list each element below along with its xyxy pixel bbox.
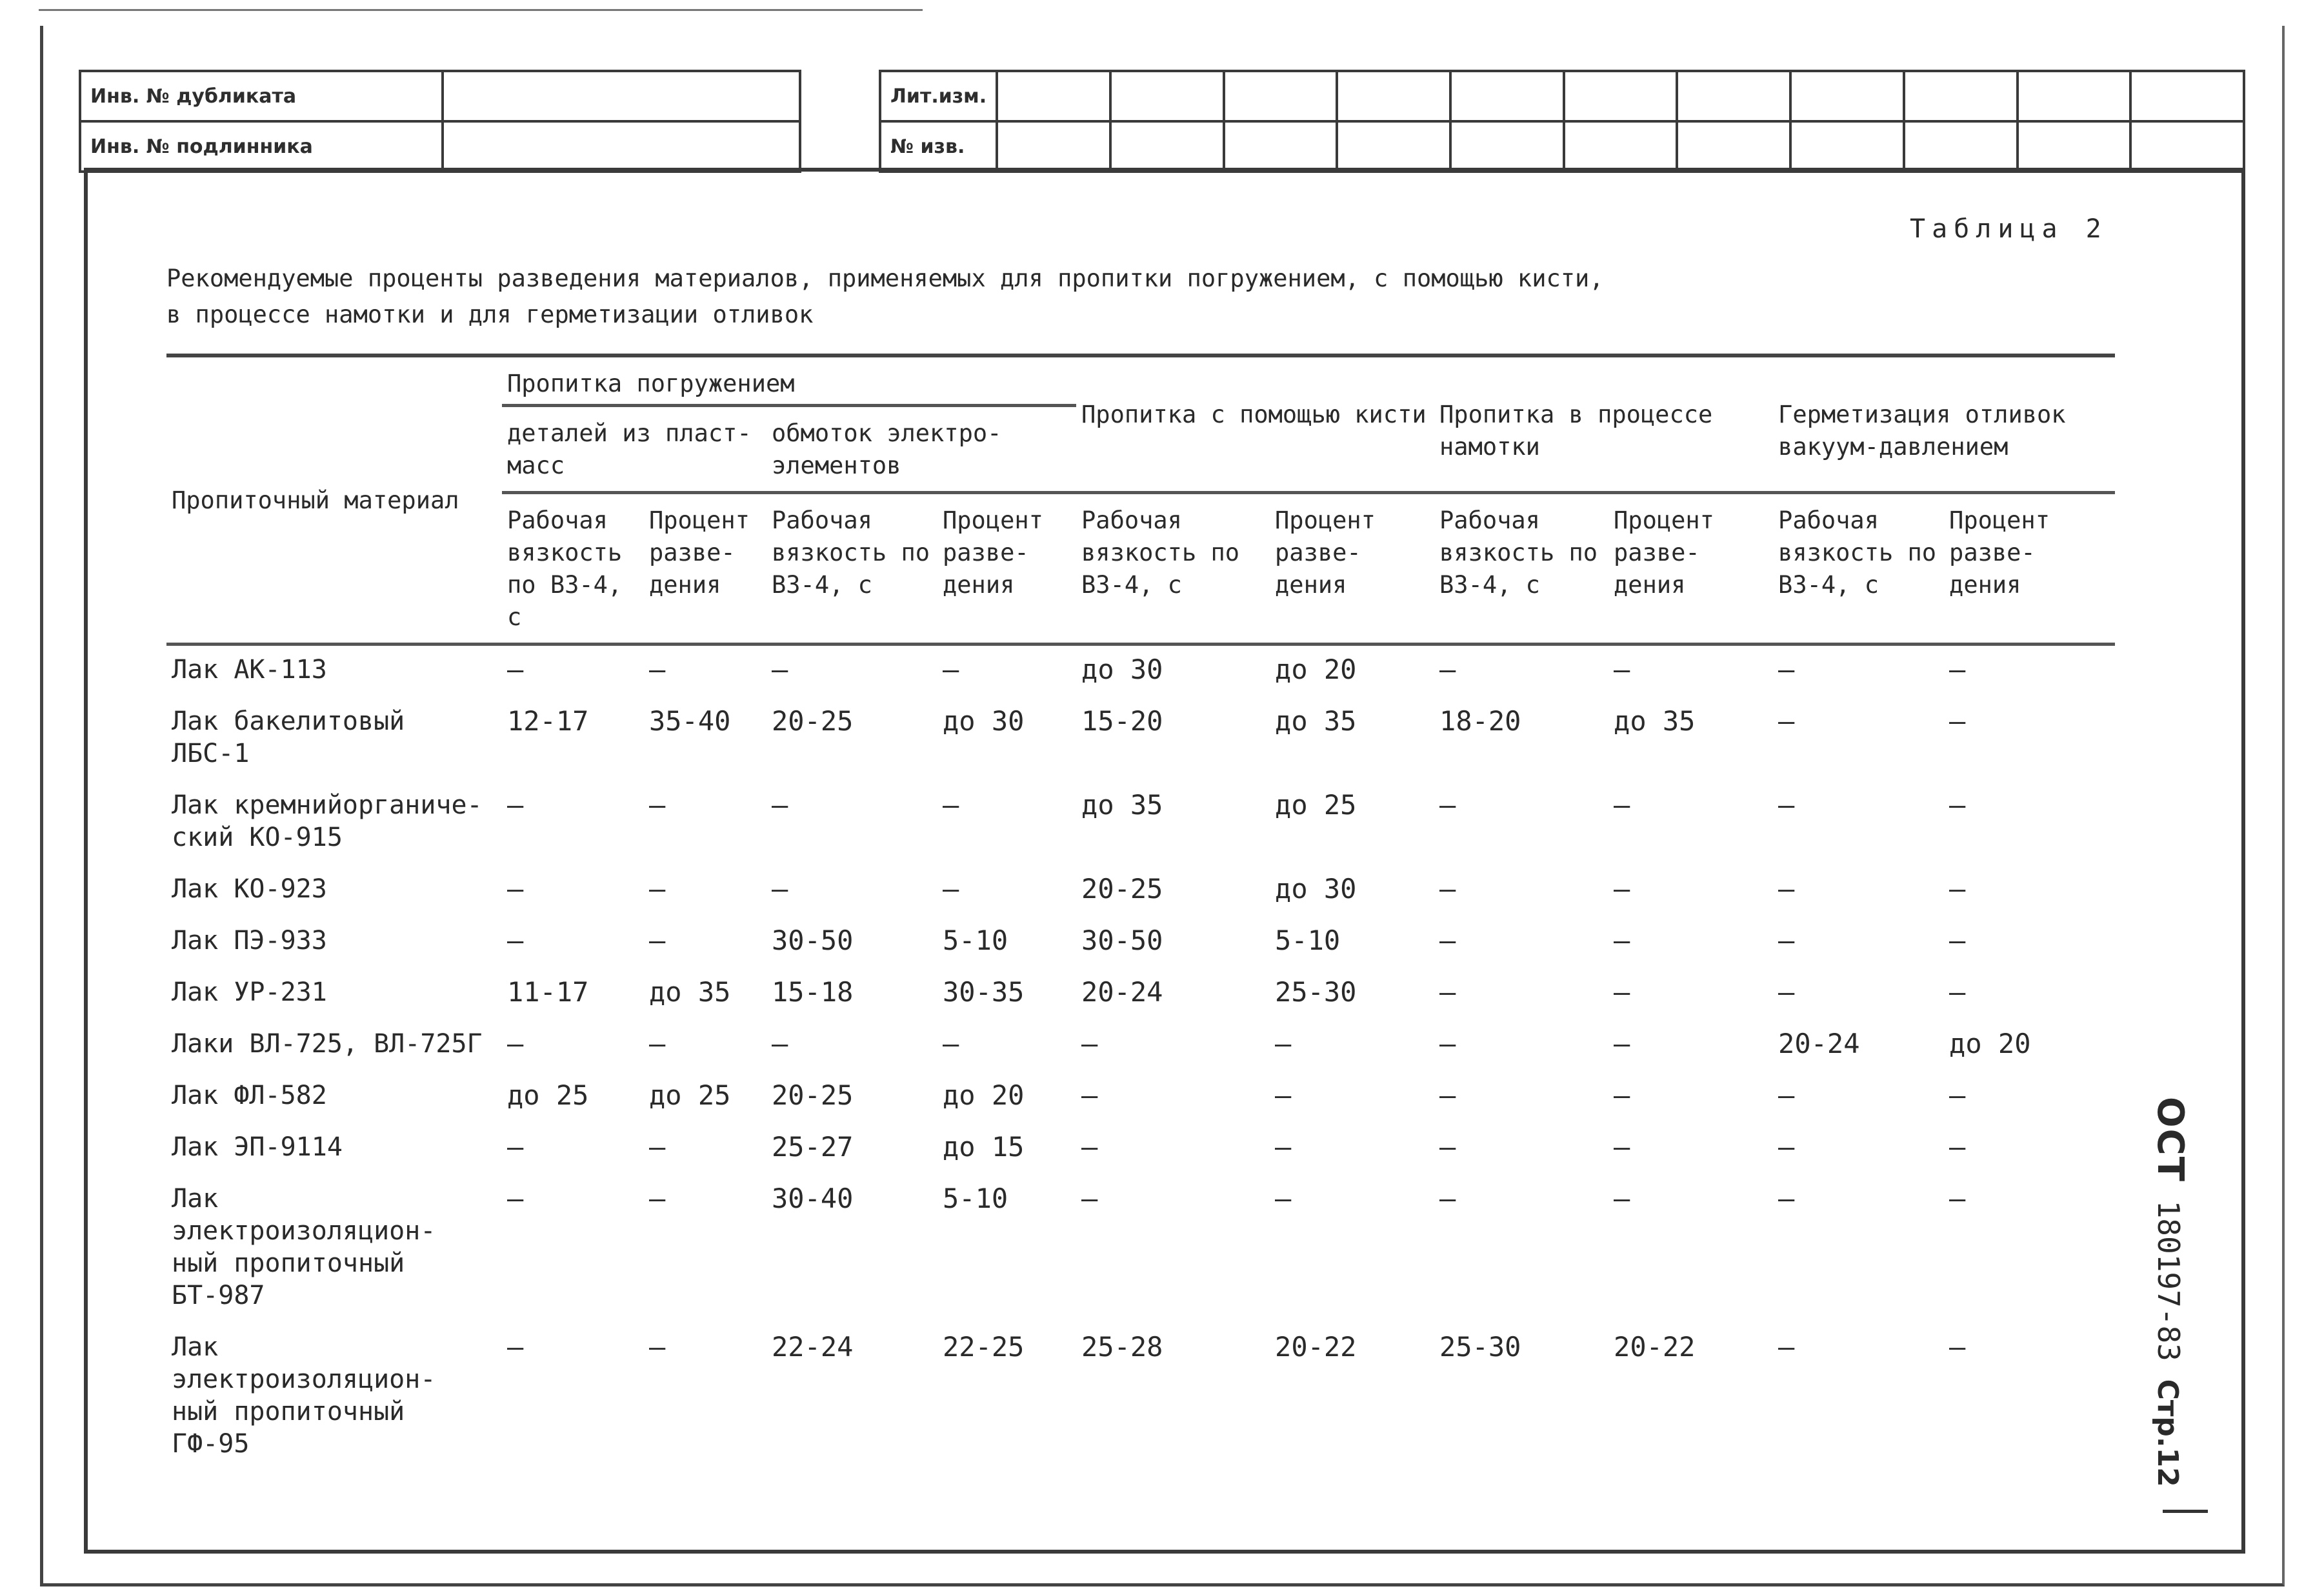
header-viscosity: Рабочая вязкость по ВЗ-4, с: [502, 493, 644, 645]
stamp-value-duplicate: [443, 71, 800, 121]
value-cell: –: [1439, 789, 1456, 821]
value-cell: –: [1081, 1028, 1098, 1059]
stamp-value-original: [443, 121, 800, 172]
value-cell: –: [1778, 654, 1795, 685]
header-material: Пропиточный материал: [166, 355, 502, 645]
value-cell: –: [1439, 925, 1456, 956]
value-cell: –: [1778, 705, 1795, 737]
table-row: [166, 697, 2115, 781]
material-cell: Лак электроизоляцион- ный пропиточный БТ-987: [172, 1184, 436, 1310]
value-cell: 22-25: [943, 1331, 1025, 1363]
value-cell: 20-25: [772, 1079, 854, 1111]
value-cell: –: [1275, 1079, 1292, 1111]
table-row: [166, 917, 2115, 968]
value-cell: –: [649, 789, 666, 821]
value-cell: 20-22: [1614, 1331, 1696, 1363]
value-cell: –: [1778, 789, 1795, 821]
table-row: [166, 645, 2115, 698]
stamp-cell: [1790, 121, 1904, 172]
value-cell: –: [1439, 1079, 1456, 1111]
value-cell: –: [943, 789, 959, 821]
dilution-table: [166, 354, 2115, 1472]
value-cell: –: [649, 654, 666, 685]
stamp-cell: [1677, 71, 1790, 121]
header-row-groups: [166, 355, 2115, 406]
header-group-dip: Пропитка погружением: [502, 355, 1076, 406]
material-cell: Лак кремнийорганиче- ский КО-915: [172, 790, 483, 852]
stamp-cell: [1224, 121, 1337, 172]
stamp-row-lit: [880, 71, 2244, 121]
material-cell: Лаки ВЛ-725, ВЛ-725Г: [172, 1029, 483, 1059]
value-cell: –: [1778, 925, 1795, 956]
value-cell: 30-50: [772, 925, 854, 956]
value-cell: –: [507, 654, 524, 685]
table-body: [166, 645, 2115, 1472]
stamp-row-duplicate: [80, 71, 800, 121]
header-percent: Процент разве- дения: [644, 493, 766, 645]
value-cell: 25-30: [1439, 1331, 1521, 1363]
value-cell: до 25: [1275, 789, 1357, 821]
stamp-cell: [1110, 121, 1224, 172]
table-number: Таблица 2: [1910, 214, 2108, 244]
header-percent: Процент разве- дения: [1270, 493, 1434, 645]
stamp-cell: [2130, 121, 2244, 172]
stamp-cell: [1904, 121, 2018, 172]
value-cell: до 35: [1275, 705, 1357, 737]
value-cell: –: [1614, 1079, 1630, 1111]
value-cell: 18-20: [1439, 705, 1521, 737]
value-cell: –: [772, 654, 788, 685]
value-cell: –: [772, 789, 788, 821]
value-cell: –: [1949, 976, 1966, 1008]
value-cell: 35-40: [649, 705, 731, 737]
side-stamp: [2149, 1097, 2191, 1487]
value-cell: 20-25: [1081, 873, 1163, 905]
stamp-cell: [1904, 71, 2018, 121]
value-cell: –: [1778, 1183, 1795, 1214]
value-cell: 20-24: [1081, 976, 1163, 1008]
header-sub-windings: обмоток электро- элементов: [766, 406, 1076, 493]
value-cell: –: [1949, 925, 1966, 956]
value-cell: –: [1439, 1028, 1456, 1059]
header-group-brush: Пропитка с помощью кисти: [1076, 355, 1434, 493]
table-row: [166, 1020, 2115, 1072]
value-cell: –: [1614, 1131, 1630, 1163]
value-cell: до 30: [943, 705, 1025, 737]
stamp-row-original: [80, 121, 800, 172]
value-cell: 5-10: [943, 1183, 1008, 1214]
value-cell: до 25: [507, 1079, 589, 1111]
inventory-stamp: [79, 70, 801, 173]
value-cell: –: [507, 1183, 524, 1214]
stamp-cell: [1564, 71, 1678, 121]
table-row: [166, 865, 2115, 917]
value-cell: –: [1614, 1028, 1630, 1059]
value-cell: –: [772, 873, 788, 905]
value-cell: –: [649, 1331, 666, 1363]
material-cell: Лак АК-113: [172, 655, 327, 685]
stamp-cell: [2018, 121, 2131, 172]
stamp-label-original: Инв. № подлинника: [80, 121, 443, 172]
header-group-seal: Герметизация отливок вакуум-давлением: [1773, 355, 2115, 493]
value-cell: –: [507, 789, 524, 821]
value-cell: –: [1778, 1331, 1795, 1363]
material-cell: Лак КО-923: [172, 874, 327, 904]
value-cell: –: [1949, 1079, 1966, 1111]
stamp-cell: [1564, 121, 1678, 172]
stamp-cell: [1677, 121, 1790, 172]
table-row: [166, 1123, 2115, 1175]
value-cell: –: [943, 873, 959, 905]
value-cell: 25-27: [772, 1131, 854, 1163]
value-cell: –: [507, 1028, 524, 1059]
value-cell: –: [1949, 654, 1966, 685]
material-cell: Лак УР-231: [172, 977, 327, 1007]
value-cell: –: [1614, 654, 1630, 685]
value-cell: –: [1275, 1028, 1292, 1059]
caption-line: Рекомендуемые проценты разведения материалов, применяемых для пропитки погружением, с помощью кисти,: [166, 265, 1604, 292]
value-cell: –: [1614, 925, 1630, 956]
value-cell: –: [1614, 1183, 1630, 1214]
value-cell: до 15: [943, 1131, 1025, 1163]
value-cell: –: [1949, 873, 1966, 905]
top-edge-line: [39, 9, 923, 11]
stamp-cell: [1224, 71, 1337, 121]
value-cell: –: [1439, 873, 1456, 905]
value-cell: –: [1778, 976, 1795, 1008]
table-caption: [166, 261, 2038, 333]
value-cell: –: [1949, 1331, 1966, 1363]
value-cell: 20-25: [772, 705, 854, 737]
value-cell: до 35: [649, 976, 731, 1008]
value-cell: –: [649, 1183, 666, 1214]
table-row: [166, 781, 2115, 865]
value-cell: –: [1081, 1131, 1098, 1163]
value-cell: –: [1614, 976, 1630, 1008]
value-cell: –: [1949, 1183, 1966, 1214]
table-row: [166, 1072, 2115, 1123]
value-cell: –: [1439, 976, 1456, 1008]
value-cell: 15-18: [772, 976, 854, 1008]
value-cell: до 30: [1275, 873, 1357, 905]
value-cell: –: [943, 1028, 959, 1059]
value-cell: –: [507, 873, 524, 905]
material-cell: Лак бакелитовый ЛБС-1: [172, 706, 405, 768]
table-row: [166, 1175, 2115, 1323]
header-viscosity: Рабочая вязкость по ВЗ-4, с: [1773, 493, 1944, 645]
value-cell: 30-35: [943, 976, 1025, 1008]
value-cell: –: [1778, 1079, 1795, 1111]
value-cell: –: [649, 1028, 666, 1059]
stamp-cell: [1450, 121, 1564, 172]
value-cell: –: [1081, 1079, 1098, 1111]
value-cell: до 30: [1081, 654, 1163, 685]
value-cell: до 20: [1949, 1028, 2031, 1059]
stamp-cell: [1337, 121, 1450, 172]
header-group-winding: Пропитка в процессе намотки: [1434, 355, 1773, 493]
header-viscosity: Рабочая вязкость по ВЗ-4, с: [1434, 493, 1608, 645]
header-viscosity: Рабочая вязкость по ВЗ-4, с: [766, 493, 937, 645]
value-cell: 20-24: [1778, 1028, 1860, 1059]
value-cell: –: [649, 873, 666, 905]
value-cell: 12-17: [507, 705, 589, 737]
value-cell: 25-28: [1081, 1331, 1163, 1363]
stamp-cell: [1337, 71, 1450, 121]
value-cell: –: [1949, 1131, 1966, 1163]
value-cell: –: [1275, 1131, 1292, 1163]
header-percent: Процент разве- дения: [937, 493, 1076, 645]
value-cell: –: [1439, 654, 1456, 685]
value-cell: –: [1275, 1183, 1292, 1214]
table-row: [166, 1323, 2115, 1472]
value-cell: –: [1778, 1131, 1795, 1163]
stamp-label-lit: Лит.изм.: [880, 71, 997, 121]
value-cell: –: [1439, 1183, 1456, 1214]
value-cell: –: [1949, 789, 1966, 821]
page-number: Стр.12: [2151, 1379, 2184, 1487]
value-cell: –: [649, 925, 666, 956]
value-cell: –: [772, 1028, 788, 1059]
stamp-cell: [1790, 71, 1904, 121]
stamp-cell: [997, 71, 1110, 121]
value-cell: 22-24: [772, 1331, 854, 1363]
value-cell: –: [507, 1331, 524, 1363]
revision-stamp: [879, 70, 2245, 173]
header-percent: Процент разве- дения: [1608, 493, 1773, 645]
stamp-cell: [2130, 71, 2244, 121]
value-cell: 20-22: [1275, 1331, 1357, 1363]
value-cell: до 25: [649, 1079, 731, 1111]
value-cell: 5-10: [1275, 925, 1341, 956]
standard-number: 180197-83: [2151, 1200, 2186, 1361]
value-cell: до 20: [1275, 654, 1357, 685]
value-cell: –: [507, 925, 524, 956]
stamp-cell: [997, 121, 1110, 172]
table-row: [166, 968, 2115, 1020]
stamp-cell: [1110, 71, 1224, 121]
value-cell: –: [1949, 705, 1966, 737]
value-cell: 30-40: [772, 1183, 854, 1214]
stamp-label-duplicate: Инв. № дубликата: [80, 71, 443, 121]
stamp-row-notice: [880, 121, 2244, 172]
material-cell: Лак ФЛ-582: [172, 1081, 327, 1110]
value-cell: –: [1778, 873, 1795, 905]
header-percent: Процент разве- дения: [1944, 493, 2115, 645]
value-cell: –: [1614, 873, 1630, 905]
value-cell: 30-50: [1081, 925, 1163, 956]
material-cell: Лак ПЭ-933: [172, 926, 327, 956]
stamp-cell: [2018, 71, 2131, 121]
caption-line: в процессе намотки и для герметизации отливок: [166, 301, 814, 328]
value-cell: до 35: [1614, 705, 1696, 737]
value-cell: –: [1614, 789, 1630, 821]
header-viscosity: Рабочая вязкость по ВЗ-4, с: [1076, 493, 1270, 645]
value-cell: 25-30: [1275, 976, 1357, 1008]
stamp-cell: [1450, 71, 1564, 121]
value-cell: до 20: [943, 1079, 1025, 1111]
stamp-label-notice: № изв.: [880, 121, 997, 172]
material-cell: Лак ЭП-9114: [172, 1132, 343, 1162]
value-cell: –: [1439, 1131, 1456, 1163]
value-cell: –: [507, 1131, 524, 1163]
value-cell: –: [649, 1131, 666, 1163]
material-cell: Лак электроизоляцион- ный пропиточный ГФ-95: [172, 1332, 436, 1459]
header-sub-plastic: деталей из пласт- масс: [502, 406, 766, 493]
value-cell: до 35: [1081, 789, 1163, 821]
standard-code: ОСТ: [2149, 1097, 2191, 1183]
value-cell: –: [1081, 1183, 1098, 1214]
value-cell: 5-10: [943, 925, 1008, 956]
value-cell: 15-20: [1081, 705, 1163, 737]
value-cell: 11-17: [507, 976, 589, 1008]
value-cell: –: [943, 654, 959, 685]
